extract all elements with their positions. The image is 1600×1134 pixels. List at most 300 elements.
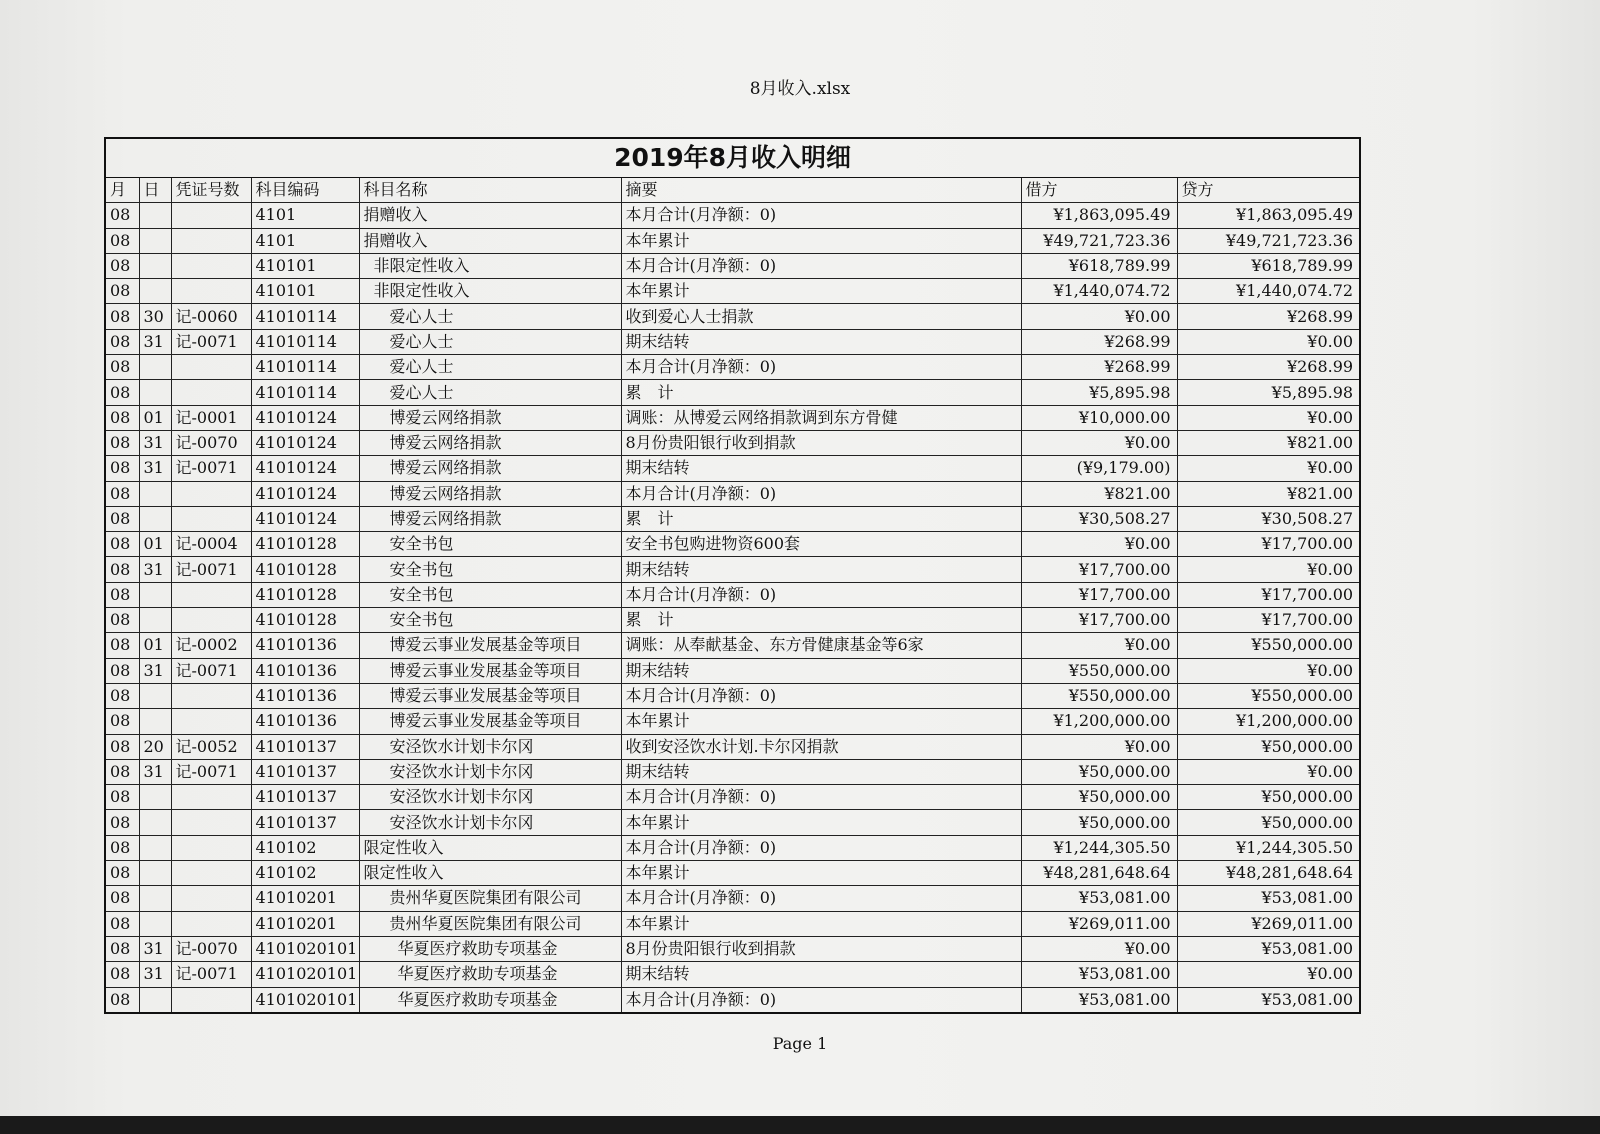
cell-memo: 本月合计(月净额：0) — [621, 582, 1021, 607]
cell-credit: ¥53,081.00 — [1177, 936, 1360, 961]
cell-account-code: 4101 — [251, 228, 359, 253]
cell-debit: ¥17,700.00 — [1021, 557, 1177, 582]
table-row — [105, 962, 1360, 987]
cell-voucher: 记-0070 — [171, 430, 251, 455]
cell-day: 20 — [139, 734, 171, 759]
cell-voucher — [171, 203, 251, 228]
cell-month: 08 — [105, 861, 139, 886]
cell-account-name: 爱心人士 — [359, 304, 621, 329]
cell-debit: ¥30,508.27 — [1021, 506, 1177, 531]
cell-voucher — [171, 810, 251, 835]
cell-day: 01 — [139, 405, 171, 430]
cell-account-code: 41010124 — [251, 405, 359, 430]
cell-voucher — [171, 380, 251, 405]
cell-credit: ¥269,011.00 — [1177, 911, 1360, 936]
cell-day: 31 — [139, 557, 171, 582]
table-row — [105, 203, 1360, 228]
cell-month: 08 — [105, 506, 139, 531]
table-row — [105, 835, 1360, 860]
cell-debit: ¥10,000.00 — [1021, 405, 1177, 430]
cell-voucher — [171, 683, 251, 708]
cell-memo: 收到安泾饮水计划.卡尔冈捐款 — [621, 734, 1021, 759]
cell-credit: ¥48,281,648.64 — [1177, 861, 1360, 886]
cell-voucher: 记-0071 — [171, 759, 251, 784]
cell-debit: ¥53,081.00 — [1021, 987, 1177, 1013]
cell-credit: ¥1,200,000.00 — [1177, 709, 1360, 734]
cell-account-code: 41010137 — [251, 785, 359, 810]
cell-day — [139, 582, 171, 607]
cell-account-name: 贵州华夏医院集团有限公司 — [359, 886, 621, 911]
cell-day — [139, 861, 171, 886]
cell-account-name: 博爱云网络捐款 — [359, 481, 621, 506]
cell-month: 08 — [105, 203, 139, 228]
table-row — [105, 734, 1360, 759]
cell-account-name: 博爱云网络捐款 — [359, 456, 621, 481]
cell-day — [139, 709, 171, 734]
cell-voucher — [171, 228, 251, 253]
table-row — [105, 658, 1360, 683]
cell-memo: 期末结转 — [621, 557, 1021, 582]
cell-month: 08 — [105, 355, 139, 380]
cell-debit: ¥53,081.00 — [1021, 962, 1177, 987]
cell-day — [139, 683, 171, 708]
cell-credit: ¥5,895.98 — [1177, 380, 1360, 405]
cell-day — [139, 203, 171, 228]
cell-account-name: 博爱云事业发展基金等项目 — [359, 709, 621, 734]
cell-voucher — [171, 987, 251, 1013]
cell-month: 08 — [105, 304, 139, 329]
cell-day: 01 — [139, 633, 171, 658]
cell-debit: ¥821.00 — [1021, 481, 1177, 506]
table-row — [105, 430, 1360, 455]
cell-account-name: 华夏医疗救助专项基金 — [359, 936, 621, 961]
cell-account-name: 博爱云事业发展基金等项目 — [359, 683, 621, 708]
cell-voucher: 记-0071 — [171, 962, 251, 987]
table-row — [105, 456, 1360, 481]
table-row — [105, 785, 1360, 810]
table-row — [105, 228, 1360, 253]
cell-day: 31 — [139, 658, 171, 683]
cell-debit: ¥618,789.99 — [1021, 253, 1177, 278]
cell-day: 31 — [139, 329, 171, 354]
cell-debit: ¥50,000.00 — [1021, 785, 1177, 810]
table-row — [105, 759, 1360, 784]
cell-credit: ¥0.00 — [1177, 658, 1360, 683]
cell-day: 31 — [139, 430, 171, 455]
cell-account-code: 4101020101 — [251, 936, 359, 961]
col-header-credit: 贷方 — [1177, 178, 1360, 203]
cell-account-name: 爱心人士 — [359, 329, 621, 354]
cell-month: 08 — [105, 228, 139, 253]
table-row — [105, 557, 1360, 582]
cell-credit: ¥821.00 — [1177, 481, 1360, 506]
cell-memo: 期末结转 — [621, 962, 1021, 987]
cell-account-name: 安泾饮水计划卡尔冈 — [359, 810, 621, 835]
cell-month: 08 — [105, 633, 139, 658]
table-row — [105, 608, 1360, 633]
table-row — [105, 506, 1360, 531]
col-header-day: 日 — [139, 178, 171, 203]
cell-account-code: 410101 — [251, 279, 359, 304]
cell-debit: (¥9,179.00) — [1021, 456, 1177, 481]
cell-debit: ¥17,700.00 — [1021, 582, 1177, 607]
cell-memo: 累 计 — [621, 380, 1021, 405]
cell-month: 08 — [105, 709, 139, 734]
cell-month: 08 — [105, 557, 139, 582]
cell-account-name: 捐赠收入 — [359, 203, 621, 228]
cell-debit: ¥17,700.00 — [1021, 608, 1177, 633]
cell-voucher: 记-0071 — [171, 557, 251, 582]
cell-voucher: 记-0002 — [171, 633, 251, 658]
cell-account-code: 41010114 — [251, 380, 359, 405]
cell-account-code: 41010128 — [251, 532, 359, 557]
cell-day — [139, 987, 171, 1013]
cell-debit: ¥268.99 — [1021, 329, 1177, 354]
cell-month: 08 — [105, 759, 139, 784]
cell-month: 08 — [105, 911, 139, 936]
cell-debit: ¥269,011.00 — [1021, 911, 1177, 936]
cell-credit: ¥17,700.00 — [1177, 582, 1360, 607]
cell-month: 08 — [105, 430, 139, 455]
cell-month: 08 — [105, 608, 139, 633]
cell-credit: ¥17,700.00 — [1177, 608, 1360, 633]
income-ledger-table — [104, 137, 1361, 1014]
cell-account-code: 410102 — [251, 835, 359, 860]
table-row — [105, 279, 1360, 304]
cell-account-code: 41010124 — [251, 430, 359, 455]
cell-voucher — [171, 253, 251, 278]
cell-account-code: 41010137 — [251, 759, 359, 784]
cell-credit: ¥30,508.27 — [1177, 506, 1360, 531]
cell-credit: ¥0.00 — [1177, 759, 1360, 784]
cell-account-code: 41010124 — [251, 481, 359, 506]
cell-account-name: 限定性收入 — [359, 835, 621, 860]
cell-account-name: 安全书包 — [359, 557, 621, 582]
cell-voucher — [171, 582, 251, 607]
cell-memo: 期末结转 — [621, 658, 1021, 683]
cell-month: 08 — [105, 835, 139, 860]
cell-credit: ¥0.00 — [1177, 329, 1360, 354]
cell-account-code: 41010137 — [251, 810, 359, 835]
cell-credit: ¥1,244,305.50 — [1177, 835, 1360, 860]
cell-memo: 期末结转 — [621, 329, 1021, 354]
table-row — [105, 405, 1360, 430]
cell-debit: ¥550,000.00 — [1021, 683, 1177, 708]
cell-debit: ¥1,244,305.50 — [1021, 835, 1177, 860]
cell-month: 08 — [105, 532, 139, 557]
cell-memo: 本年累计 — [621, 279, 1021, 304]
cell-account-code: 41010201 — [251, 886, 359, 911]
sheet-title: 2019年8月收入明细 — [105, 138, 1360, 178]
cell-memo: 本月合计(月净额：0) — [621, 355, 1021, 380]
table-row — [105, 633, 1360, 658]
table-row — [105, 683, 1360, 708]
col-header-month: 月 — [105, 178, 139, 203]
cell-account-name: 贵州华夏医院集团有限公司 — [359, 911, 621, 936]
cell-voucher — [171, 709, 251, 734]
cell-day — [139, 886, 171, 911]
cell-account-name: 华夏医疗救助专项基金 — [359, 962, 621, 987]
cell-memo: 收到爱心人士捐款 — [621, 304, 1021, 329]
cell-memo: 本月合计(月净额：0) — [621, 253, 1021, 278]
cell-credit: ¥17,700.00 — [1177, 532, 1360, 557]
cell-day — [139, 608, 171, 633]
cell-account-name: 博爱云网络捐款 — [359, 430, 621, 455]
cell-memo: 本年累计 — [621, 911, 1021, 936]
cell-memo: 8月份贵阳银行收到捐款 — [621, 936, 1021, 961]
cell-month: 08 — [105, 785, 139, 810]
cell-day — [139, 911, 171, 936]
cell-account-name: 博爱云网络捐款 — [359, 506, 621, 531]
cell-account-name: 安全书包 — [359, 582, 621, 607]
cell-account-name: 安泾饮水计划卡尔冈 — [359, 785, 621, 810]
cell-debit: ¥0.00 — [1021, 936, 1177, 961]
cell-credit: ¥50,000.00 — [1177, 734, 1360, 759]
cell-day — [139, 785, 171, 810]
cell-day — [139, 380, 171, 405]
cell-voucher: 记-0071 — [171, 456, 251, 481]
cell-day: 31 — [139, 936, 171, 961]
cell-debit: ¥53,081.00 — [1021, 886, 1177, 911]
cell-month: 08 — [105, 886, 139, 911]
cell-memo: 本年累计 — [621, 228, 1021, 253]
cell-voucher — [171, 608, 251, 633]
cell-memo: 累 计 — [621, 608, 1021, 633]
cell-memo: 本月合计(月净额：0) — [621, 203, 1021, 228]
cell-debit: ¥48,281,648.64 — [1021, 861, 1177, 886]
cell-account-name: 安泾饮水计划卡尔冈 — [359, 734, 621, 759]
table-row — [105, 936, 1360, 961]
cell-credit: ¥1,440,074.72 — [1177, 279, 1360, 304]
cell-voucher: 记-0060 — [171, 304, 251, 329]
cell-credit: ¥0.00 — [1177, 962, 1360, 987]
cell-account-name: 爱心人士 — [359, 380, 621, 405]
table-row — [105, 532, 1360, 557]
cell-month: 08 — [105, 734, 139, 759]
cell-month: 08 — [105, 582, 139, 607]
cell-account-code: 410102 — [251, 861, 359, 886]
cell-credit: ¥550,000.00 — [1177, 633, 1360, 658]
cell-account-name: 安全书包 — [359, 608, 621, 633]
cell-account-code: 41010137 — [251, 734, 359, 759]
cell-day: 31 — [139, 759, 171, 784]
cell-memo: 调账：从博爱云网络捐款调到东方骨健 — [621, 405, 1021, 430]
cell-account-name: 博爱云网络捐款 — [359, 405, 621, 430]
table-row — [105, 253, 1360, 278]
cell-account-code: 41010136 — [251, 683, 359, 708]
cell-credit: ¥53,081.00 — [1177, 987, 1360, 1013]
ledger-body — [105, 203, 1360, 1013]
cell-credit: ¥0.00 — [1177, 456, 1360, 481]
cell-voucher: 记-0052 — [171, 734, 251, 759]
cell-account-code: 41010136 — [251, 633, 359, 658]
cell-debit: ¥50,000.00 — [1021, 759, 1177, 784]
cell-day: 30 — [139, 304, 171, 329]
cell-day — [139, 253, 171, 278]
table-row — [105, 886, 1360, 911]
cell-month: 08 — [105, 279, 139, 304]
cell-account-name: 非限定性收入 — [359, 279, 621, 304]
cell-month: 08 — [105, 658, 139, 683]
cell-memo: 本年累计 — [621, 709, 1021, 734]
cell-credit: ¥821.00 — [1177, 430, 1360, 455]
cell-credit: ¥0.00 — [1177, 405, 1360, 430]
col-header-memo: 摘要 — [621, 178, 1021, 203]
scanner-edge — [0, 1116, 1600, 1134]
cell-month: 08 — [105, 456, 139, 481]
cell-account-name: 博爱云事业发展基金等项目 — [359, 658, 621, 683]
cell-voucher — [171, 506, 251, 531]
cell-debit: ¥49,721,723.36 — [1021, 228, 1177, 253]
cell-memo: 本月合计(月净额：0) — [621, 987, 1021, 1013]
cell-credit: ¥1,863,095.49 — [1177, 203, 1360, 228]
cell-account-code: 41010201 — [251, 911, 359, 936]
cell-debit: ¥1,863,095.49 — [1021, 203, 1177, 228]
cell-day: 31 — [139, 456, 171, 481]
table-row — [105, 911, 1360, 936]
cell-account-code: 4101020101 — [251, 987, 359, 1013]
table-row — [105, 329, 1360, 354]
cell-account-code: 41010114 — [251, 304, 359, 329]
cell-credit: ¥268.99 — [1177, 355, 1360, 380]
cell-memo: 本月合计(月净额：0) — [621, 481, 1021, 506]
cell-credit: ¥0.00 — [1177, 557, 1360, 582]
cell-day — [139, 835, 171, 860]
cell-voucher — [171, 279, 251, 304]
cell-credit: ¥50,000.00 — [1177, 785, 1360, 810]
cell-voucher: 记-0071 — [171, 329, 251, 354]
cell-voucher — [171, 355, 251, 380]
cell-memo: 安全书包购进物资600套 — [621, 532, 1021, 557]
cell-day — [139, 355, 171, 380]
cell-account-name: 限定性收入 — [359, 861, 621, 886]
cell-debit: ¥268.99 — [1021, 355, 1177, 380]
table-row — [105, 709, 1360, 734]
cell-day — [139, 228, 171, 253]
cell-account-code: 41010128 — [251, 557, 359, 582]
cell-voucher: 记-0001 — [171, 405, 251, 430]
cell-debit: ¥1,440,074.72 — [1021, 279, 1177, 304]
cell-credit: ¥50,000.00 — [1177, 810, 1360, 835]
cell-memo: 累 计 — [621, 506, 1021, 531]
table-row — [105, 810, 1360, 835]
cell-month: 08 — [105, 405, 139, 430]
cell-month: 08 — [105, 380, 139, 405]
cell-credit: ¥268.99 — [1177, 304, 1360, 329]
cell-month: 08 — [105, 253, 139, 278]
col-header-voucher: 凭证号数 — [171, 178, 251, 203]
cell-day — [139, 481, 171, 506]
cell-debit: ¥0.00 — [1021, 430, 1177, 455]
cell-account-code: 4101 — [251, 203, 359, 228]
cell-account-code: 41010124 — [251, 506, 359, 531]
file-title: 8月收入.xlsx — [749, 79, 851, 99]
cell-memo: 本年累计 — [621, 810, 1021, 835]
cell-account-name: 安全书包 — [359, 532, 621, 557]
cell-month: 08 — [105, 683, 139, 708]
cell-credit: ¥49,721,723.36 — [1177, 228, 1360, 253]
cell-month: 08 — [105, 329, 139, 354]
cell-account-name: 博爱云事业发展基金等项目 — [359, 633, 621, 658]
table-row — [105, 304, 1360, 329]
cell-debit: ¥5,895.98 — [1021, 380, 1177, 405]
col-header-account-code: 科目编码 — [251, 178, 359, 203]
cell-memo: 本年累计 — [621, 861, 1021, 886]
table-row — [105, 861, 1360, 886]
cell-voucher: 记-0004 — [171, 532, 251, 557]
cell-voucher: 记-0071 — [171, 658, 251, 683]
col-header-debit: 借方 — [1021, 178, 1177, 203]
cell-memo: 本月合计(月净额：0) — [621, 683, 1021, 708]
cell-debit: ¥0.00 — [1021, 304, 1177, 329]
cell-credit: ¥618,789.99 — [1177, 253, 1360, 278]
table-row — [105, 582, 1360, 607]
cell-voucher — [171, 861, 251, 886]
cell-memo: 调账：从奉献基金、东方骨健康基金等6家 — [621, 633, 1021, 658]
cell-account-code: 41010128 — [251, 608, 359, 633]
cell-account-code: 4101020101 — [251, 962, 359, 987]
cell-voucher — [171, 481, 251, 506]
cell-account-code: 41010114 — [251, 329, 359, 354]
column-header-row — [105, 178, 1360, 203]
cell-debit: ¥50,000.00 — [1021, 810, 1177, 835]
cell-debit: ¥550,000.00 — [1021, 658, 1177, 683]
cell-month: 08 — [105, 962, 139, 987]
cell-memo: 本月合计(月净额：0) — [621, 886, 1021, 911]
cell-voucher — [171, 911, 251, 936]
cell-voucher: 记-0070 — [171, 936, 251, 961]
cell-voucher — [171, 785, 251, 810]
cell-day: 01 — [139, 532, 171, 557]
cell-day — [139, 279, 171, 304]
cell-account-name: 捐赠收入 — [359, 228, 621, 253]
page-number: Page 1 — [772, 1034, 828, 1053]
cell-memo: 8月份贵阳银行收到捐款 — [621, 430, 1021, 455]
cell-debit: ¥1,200,000.00 — [1021, 709, 1177, 734]
cell-month: 08 — [105, 936, 139, 961]
cell-memo: 本月合计(月净额：0) — [621, 785, 1021, 810]
cell-debit: ¥0.00 — [1021, 633, 1177, 658]
cell-voucher — [171, 835, 251, 860]
cell-account-code: 41010136 — [251, 658, 359, 683]
cell-month: 08 — [105, 987, 139, 1013]
cell-account-code: 410101 — [251, 253, 359, 278]
cell-credit: ¥53,081.00 — [1177, 886, 1360, 911]
cell-account-name: 华夏医疗救助专项基金 — [359, 987, 621, 1013]
table-row — [105, 380, 1360, 405]
cell-voucher — [171, 886, 251, 911]
cell-account-code: 41010114 — [251, 355, 359, 380]
cell-debit: ¥0.00 — [1021, 532, 1177, 557]
cell-account-name: 爱心人士 — [359, 355, 621, 380]
cell-month: 08 — [105, 810, 139, 835]
cell-debit: ¥0.00 — [1021, 734, 1177, 759]
cell-credit: ¥550,000.00 — [1177, 683, 1360, 708]
cell-account-code: 41010128 — [251, 582, 359, 607]
table-row — [105, 355, 1360, 380]
cell-account-name: 非限定性收入 — [359, 253, 621, 278]
table-row — [105, 481, 1360, 506]
cell-memo: 期末结转 — [621, 759, 1021, 784]
cell-memo: 期末结转 — [621, 456, 1021, 481]
cell-day: 31 — [139, 962, 171, 987]
table-row — [105, 987, 1360, 1013]
col-header-account-name: 科目名称 — [359, 178, 621, 203]
cell-day — [139, 810, 171, 835]
cell-memo: 本月合计(月净额：0) — [621, 835, 1021, 860]
cell-account-name: 安泾饮水计划卡尔冈 — [359, 759, 621, 784]
cell-month: 08 — [105, 481, 139, 506]
